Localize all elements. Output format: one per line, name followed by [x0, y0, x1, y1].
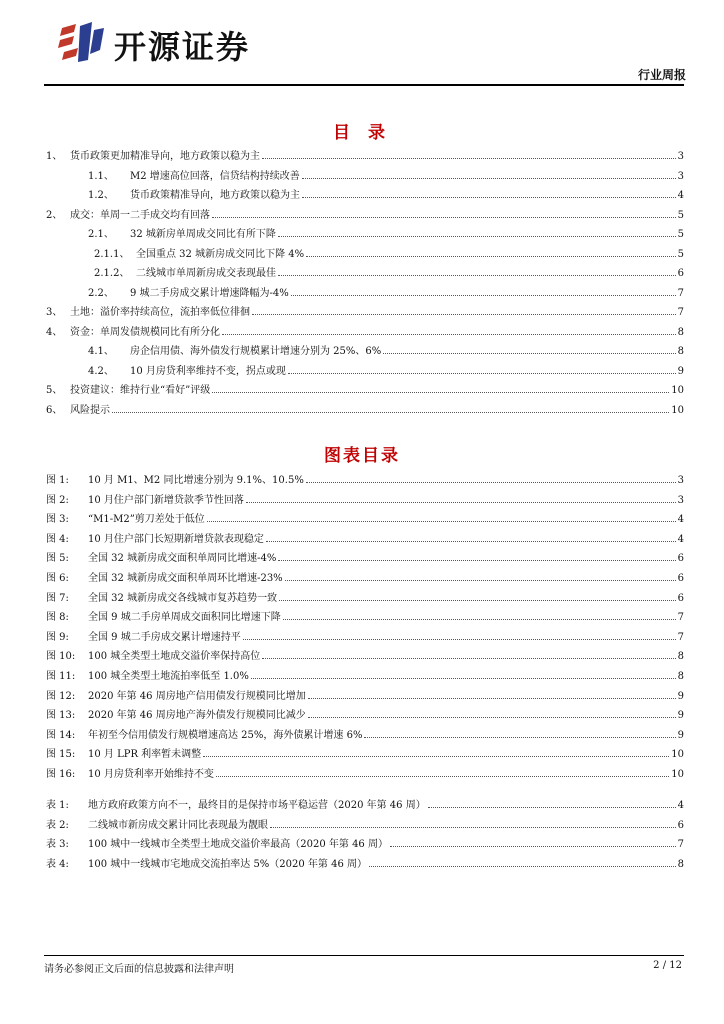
- entry-page-number: 3: [677, 475, 684, 486]
- toc-entry[interactable]: [46, 302, 684, 320]
- dot-leader: [306, 470, 676, 483]
- entry-title: 资金：单周发债规模同比有所分化: [70, 326, 220, 338]
- entry-number: 3、: [46, 307, 63, 318]
- dot-leader: [291, 283, 676, 296]
- dot-leader: [252, 302, 676, 315]
- entry-page-number: 7: [677, 631, 684, 643]
- dot-leader: [270, 815, 676, 828]
- toc-entry[interactable]: [46, 322, 684, 340]
- toc-entry[interactable]: [88, 185, 684, 203]
- entry-page-number: 5: [677, 229, 684, 240]
- dot-leader: [302, 185, 676, 198]
- dot-leader: [262, 646, 675, 659]
- entry-page-number: 10: [671, 749, 684, 761]
- entry-title: 10 月住户部门新增贷款季节性回落: [88, 494, 244, 506]
- toc-entry[interactable]: [46, 646, 684, 664]
- dot-leader: [278, 224, 676, 237]
- entry-page-number: 5: [677, 248, 684, 260]
- entry-page-number: 4: [677, 533, 684, 545]
- entry-number: 4、: [46, 326, 63, 338]
- document-type-label: 行业周报: [637, 68, 686, 82]
- toc-entry[interactable]: [46, 705, 684, 723]
- toc-entry[interactable]: [46, 529, 684, 547]
- dot-leader: [302, 166, 676, 179]
- toc-entry[interactable]: [46, 666, 684, 684]
- entry-number: 1、: [46, 151, 63, 162]
- dot-leader: [278, 263, 676, 276]
- toc-entry[interactable]: [46, 795, 684, 813]
- entry-number: 图 4:: [46, 533, 69, 545]
- entry-title: 10 月房贷利率开始维持不变: [88, 769, 214, 780]
- entry-title: 年初至今信用债发行规模增速高达 25%，海外债累计增速 6%: [88, 729, 363, 741]
- toc-entry[interactable]: [88, 341, 684, 359]
- toc-entry[interactable]: [46, 815, 684, 833]
- entry-number: 表 1:: [46, 800, 69, 811]
- entry-number: 图 8:: [46, 612, 69, 624]
- entry-title: 投资建议：维持行业“看好”评级: [70, 385, 211, 396]
- entry-page-number: 8: [677, 326, 684, 338]
- dot-leader: [306, 244, 676, 257]
- entry-title: 10 月房贷利率维持不变，拐点或现: [130, 365, 286, 377]
- entry-page-number: 7: [677, 839, 684, 851]
- toc-entry[interactable]: [46, 568, 684, 586]
- dot-leader: [428, 795, 676, 808]
- toc-entry[interactable]: [46, 400, 684, 418]
- entry-title: 全国 32 城新房成交各线城市复苏趋势一致: [88, 592, 278, 604]
- entry-number: 4.2、: [88, 365, 114, 377]
- entry-number: 2.1.1、: [94, 248, 130, 260]
- entry-page-number: 10: [671, 404, 684, 416]
- entry-page-number: 3: [677, 170, 684, 182]
- dot-leader: [285, 568, 676, 581]
- entry-title: 土地：溢价率持续高位，流拍率低位徘徊: [70, 307, 250, 318]
- entry-number: 图 5:: [46, 553, 69, 565]
- entry-number: 图 15:: [46, 749, 76, 761]
- entry-title: 全国 32 城新房成交面积单周环比增速-23%: [88, 573, 283, 584]
- entry-title: 100 城全类型土地成交溢价率保持高位: [88, 651, 261, 663]
- footer-disclaimer: 请务必参阅正文后面的信息披露和法律声明: [44, 964, 234, 975]
- dot-leader: [278, 548, 675, 561]
- entry-page-number: 3: [677, 494, 684, 506]
- entry-number: 图 9:: [46, 631, 69, 643]
- entry-page-number: 7: [677, 612, 684, 624]
- entry-number: 图 1:: [46, 475, 69, 486]
- entry-page-number: 3: [677, 151, 684, 162]
- entry-number: 图 12:: [46, 690, 76, 702]
- entry-title: M2 增速高位回落，信贷结构持续改善: [130, 170, 300, 182]
- entry-number: 4.1、: [88, 346, 114, 357]
- dot-leader: [246, 490, 676, 503]
- entry-page-number: 9: [677, 690, 684, 702]
- entry-title: 100 城中一线城市宅地成交流拍率达 5%（2020 年第 46 周）: [88, 858, 368, 870]
- dot-leader: [279, 588, 676, 601]
- toc-entry[interactable]: [46, 146, 684, 164]
- entry-title: 二线城市新房成交累计同比表现最为靓眼: [88, 819, 268, 831]
- dot-leader: [112, 400, 669, 413]
- dot-leader: [283, 607, 676, 620]
- brand-logo: [58, 18, 298, 66]
- dot-leader: [369, 854, 676, 867]
- kaiyuan-logo-icon: [58, 20, 106, 64]
- entry-number: 表 4:: [46, 858, 69, 870]
- toc-entry[interactable]: [46, 744, 684, 762]
- entry-page-number: 4: [677, 800, 684, 811]
- entry-number: 2.1.2、: [94, 268, 130, 279]
- entry-number: 图 6:: [46, 573, 69, 584]
- entry-page-number: 8: [677, 651, 684, 663]
- entry-title: 9 城二手房成交累计增速降幅为-4%: [130, 287, 289, 299]
- toc-entry[interactable]: [46, 470, 684, 488]
- entry-title: 10 月 LPR 利率暂未调整: [88, 749, 202, 761]
- entry-title: 风险提示: [70, 404, 110, 416]
- entry-page-number: 7: [677, 287, 684, 299]
- dot-leader: [383, 341, 675, 354]
- dot-leader: [212, 380, 669, 393]
- toc-entry[interactable]: [46, 205, 684, 223]
- toc-entry[interactable]: [46, 607, 684, 625]
- toc-entry[interactable]: [46, 588, 684, 606]
- entry-number: 5、: [46, 385, 63, 396]
- entry-title: 房企信用债、海外债发行规模累计增速分别为 25%、6%: [130, 346, 382, 357]
- entry-title: 2020 年第 46 周房地产海外债发行规模同比减少: [88, 710, 306, 722]
- entry-number: 图 14:: [46, 729, 76, 741]
- entry-number: 2.1、: [88, 229, 114, 240]
- toc-title: 目 录: [333, 123, 391, 143]
- entry-number: 6、: [46, 404, 63, 416]
- entry-title: 全国重点 32 城新房成交同比下降 4%: [136, 248, 305, 260]
- dot-leader: [364, 725, 675, 738]
- dot-leader: [243, 627, 676, 640]
- dot-leader: [308, 705, 676, 718]
- dot-leader: [222, 322, 676, 335]
- dot-leader: [207, 509, 676, 522]
- entry-page-number: 7: [677, 307, 684, 318]
- toc-entry[interactable]: [94, 244, 684, 262]
- entry-title: 100 城全类型土地流拍率低至 1.0%: [88, 671, 249, 682]
- entry-title: 100 城中一线城市全类型土地成交溢价率最高（2020 年第 46 周）: [88, 839, 388, 851]
- toc-entry[interactable]: [46, 764, 684, 782]
- header-rule: [44, 84, 684, 86]
- entry-title: 全国 9 城二手房单周成交面积同比增速下降: [88, 612, 281, 624]
- entry-number: 表 3:: [46, 839, 69, 851]
- entry-number: 1.2、: [88, 190, 114, 201]
- entry-number: 图 11:: [46, 671, 76, 682]
- entry-title: 全国 9 城二手房成交累计增速持平: [88, 631, 241, 643]
- entry-page-number: 9: [677, 365, 684, 377]
- entry-page-number: 4: [677, 514, 684, 526]
- entry-number: 表 2:: [46, 819, 69, 831]
- entry-number: 2、: [46, 209, 63, 221]
- entry-page-number: 10: [671, 769, 684, 780]
- footer-rule: [44, 955, 684, 956]
- entry-number: 1.1、: [88, 170, 114, 182]
- entry-title: 全国 32 城新房成交面积单周同比增速-4%: [88, 553, 277, 565]
- entry-number: 图 10:: [46, 651, 76, 663]
- entry-page-number: 6: [677, 573, 684, 584]
- figures-title: 图表目录: [324, 446, 400, 466]
- entry-page-number: 6: [677, 592, 684, 604]
- dot-leader: [262, 146, 676, 159]
- dot-leader: [216, 764, 669, 777]
- dot-leader: [288, 361, 676, 374]
- entry-title: 地方政府政策方向不一，最终目的是保持市场平稳运营（2020 年第 46 周）: [88, 800, 426, 811]
- entry-page-number: 8: [677, 346, 684, 357]
- entry-title: 货币政策精准导向，地方政策以稳为主: [130, 190, 300, 201]
- dot-leader: [251, 666, 676, 679]
- toc-entry[interactable]: [46, 854, 684, 872]
- dot-leader: [266, 529, 676, 542]
- entry-page-number: 6: [677, 819, 684, 831]
- entry-page-number: 8: [677, 858, 684, 870]
- brand-name: 开源证券: [114, 28, 251, 66]
- entry-page-number: 6: [677, 268, 684, 279]
- page-number: 2 / 12: [653, 960, 682, 971]
- entry-page-number: 10: [671, 385, 684, 396]
- toc-entry[interactable]: [88, 166, 684, 184]
- entry-title: 10 月 M1、M2 同比增速分别为 9.1%、10.5%: [88, 475, 304, 486]
- entry-number: 图 13:: [46, 710, 76, 722]
- entry-page-number: 8: [677, 671, 684, 682]
- entry-number: 图 16:: [46, 769, 76, 780]
- entry-page-number: 9: [677, 729, 684, 741]
- entry-title: “M1-M2”剪刀差处于低位: [88, 514, 205, 526]
- entry-title: 货币政策更加精准导向，地方政策以稳为主: [70, 151, 260, 162]
- entry-number: 2.2、: [88, 287, 114, 299]
- entry-number: 图 2:: [46, 494, 69, 506]
- entry-title: 2020 年第 46 周房地产信用债发行规模同比增加: [88, 690, 306, 702]
- entry-page-number: 5: [677, 209, 684, 221]
- dot-leader: [212, 205, 676, 218]
- toc-entry[interactable]: [88, 224, 684, 242]
- toc-entry[interactable]: [46, 725, 684, 743]
- dot-leader: [308, 686, 676, 699]
- entry-number: 图 7:: [46, 592, 69, 604]
- entry-page-number: 4: [677, 190, 684, 201]
- toc-entry[interactable]: [88, 361, 684, 379]
- toc-entry[interactable]: [88, 283, 684, 301]
- entry-title: 32 城新房单周成交同比有所下降: [130, 229, 276, 240]
- dot-leader: [203, 744, 669, 757]
- toc-entry[interactable]: [46, 686, 684, 704]
- page-header: [0, 0, 724, 90]
- toc-entry[interactable]: [46, 627, 684, 645]
- toc-entry[interactable]: [46, 380, 684, 398]
- toc-entry[interactable]: [94, 263, 684, 281]
- entry-title: 10 月住户部门长短期新增贷款表现稳定: [88, 533, 264, 545]
- toc-entry[interactable]: [46, 548, 684, 566]
- entry-page-number: 6: [677, 553, 684, 565]
- entry-number: 图 3:: [46, 514, 69, 526]
- toc-entry[interactable]: [46, 834, 684, 852]
- dot-leader: [390, 834, 676, 847]
- entry-title: 成交：单周一二手成交均有回落: [70, 209, 210, 221]
- toc-entry[interactable]: [46, 509, 684, 527]
- toc-entry[interactable]: [46, 490, 684, 508]
- entry-page-number: 9: [677, 710, 684, 722]
- entry-title: 二线城市单周新房成交表现最佳: [136, 268, 276, 279]
